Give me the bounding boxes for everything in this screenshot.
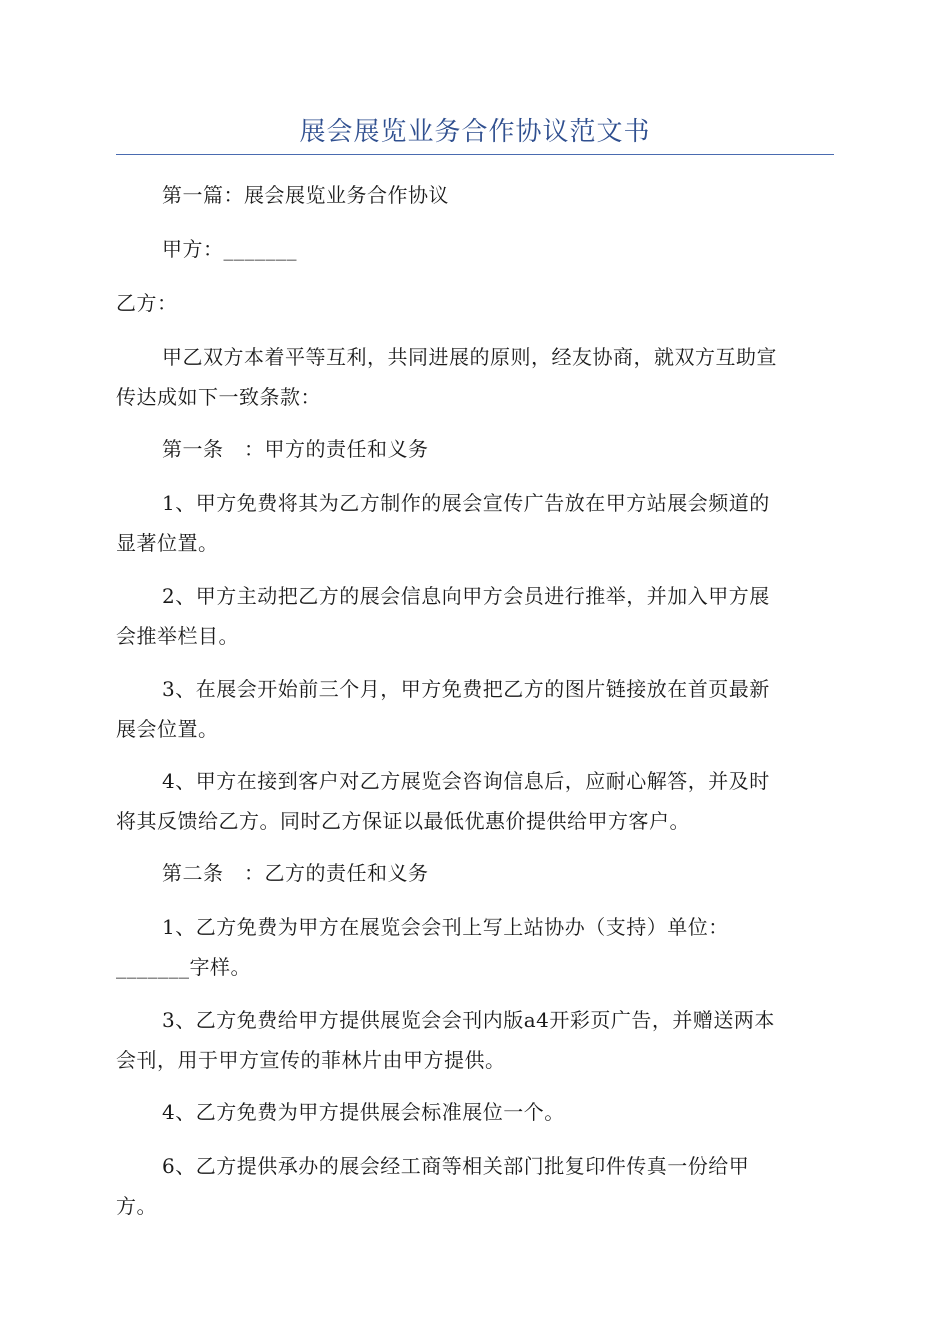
article-1-heading: 第一条 ：甲方的责任和义务 xyxy=(162,437,429,461)
clause-a4-line-1: 4、甲方在接到客户对乙方展览会咨询信息后，应耐心解答，并及时 xyxy=(162,769,770,793)
clause-a3-line-2: 展会位置。 xyxy=(116,717,219,741)
clause-a2-line-1: 2、甲方主动把乙方的展会信息向甲方会员进行推举，并加入甲方展 xyxy=(162,584,770,608)
intro-paragraph-line-1: 甲乙双方本着平等互利，共同进展的原则，经友协商，就双方互助宣 xyxy=(162,345,777,369)
title-underline xyxy=(116,154,834,155)
clause-a4-line-2: 将其反馈给乙方。同时乙方保证以最低优惠价提供给甲方客户。 xyxy=(116,809,690,833)
party-b-line: 乙方： xyxy=(116,291,178,315)
clause-a1-line-1: 1、甲方免费将其为乙方制作的展会宣传广告放在甲方站展会频道的 xyxy=(162,491,770,515)
party-a-line: 甲方：_______ xyxy=(162,237,297,261)
clause-b6-line-1: 6、乙方提供承办的展会经工商等相关部门批复印件传真一份给甲 xyxy=(162,1154,750,1178)
clause-a1-line-2: 显著位置。 xyxy=(116,531,219,555)
article-2-heading: 第二条 ：乙方的责任和义务 xyxy=(162,861,429,885)
clause-b1-line-2: _______字样。 xyxy=(116,955,251,979)
clause-a3-line-1: 3、在展会开始前三个月，甲方免费把乙方的图片链接放在首页最新 xyxy=(162,677,770,701)
clause-b3-line-2: 会刊，用于甲方宣传的菲林片由甲方提供。 xyxy=(116,1048,506,1072)
document-title: 展会展览业务合作协议范文书 xyxy=(299,117,651,147)
section-heading: 第一篇：展会展览业务合作协议 xyxy=(162,183,449,207)
intro-paragraph-line-2: 传达成如下一致条款： xyxy=(116,385,321,409)
clause-b4-line: 4、乙方免费为甲方提供展会标准展位一个。 xyxy=(162,1100,565,1124)
clause-b3-line-1: 3、乙方免费给甲方提供展览会会刊内版a4开彩页广告，并赠送两本 xyxy=(162,1008,775,1032)
clause-a2-line-2: 会推举栏目。 xyxy=(116,624,239,648)
clause-b6-line-2: 方。 xyxy=(116,1194,157,1218)
clause-b1-line-1: 1、乙方免费为甲方在展览会会刊上写上站协办（支持）单位： xyxy=(162,915,729,939)
